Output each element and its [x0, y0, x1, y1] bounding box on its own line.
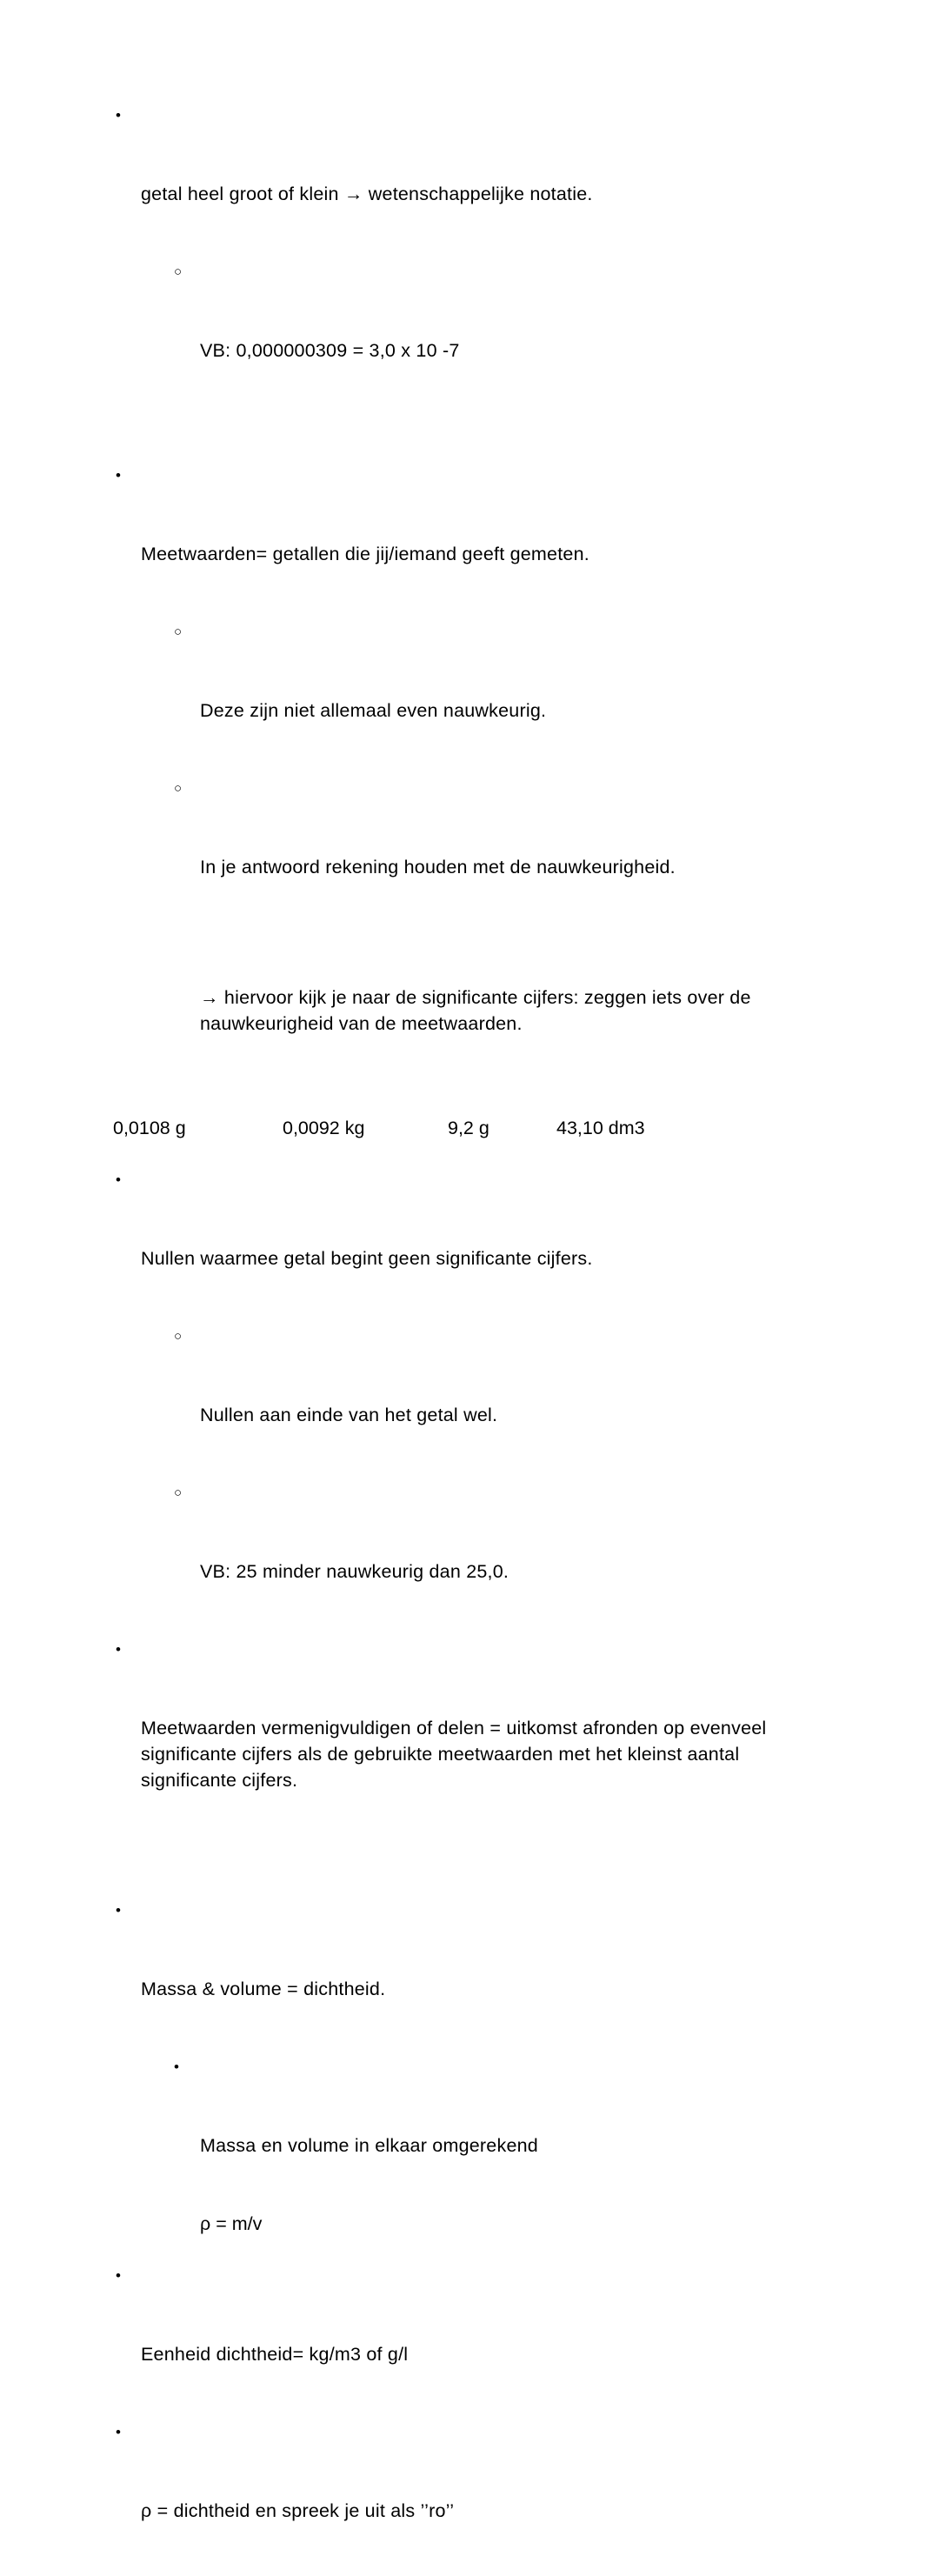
list-item-text: In je antwoord rekening houden met de nauwkeurigheid. [200, 857, 676, 878]
list-item [174, 2054, 800, 2211]
list-item-text: Nullen waarmee getal begint geen significante cijfers. [141, 1248, 593, 1269]
spacer [113, 1089, 800, 1115]
list-item [174, 259, 800, 416]
list-item-text: Meetwaarden= getallen die jij/iemand geeft gemeten. [141, 544, 589, 564]
list-item [174, 1324, 800, 1480]
list-item [113, 1637, 800, 1845]
list-item-text: VB: 25 minder nauwkeurig dan 25,0. [200, 1561, 509, 1582]
list-item [174, 619, 800, 776]
list-item [113, 463, 800, 619]
list-item-text: Meetwaarden vermenigvuldigen of delen = uitkomst afronden op evenveel significante cijfers als de gebruikte meetwaarden met het kleinst aantal significante cijfers. [141, 1718, 772, 1791]
section-eenheid [113, 2263, 800, 2576]
bullet-filled-icon: • [116, 1171, 122, 1188]
list-item [113, 2263, 800, 2419]
measurement-value: 9,2 g [448, 1118, 489, 1138]
bullet-filled-icon: • [116, 1902, 122, 1919]
bullet-hollow-icon: ○ [174, 781, 183, 796]
list-item [174, 1480, 800, 1637]
bullet-filled-icon: • [116, 2424, 122, 2440]
list-item-text: Eenheid dichtheid= kg/m3 of g/l [141, 2344, 409, 2365]
list-item-text: Massa & volume = dichtheid. [141, 1979, 386, 1999]
list-item [113, 1167, 800, 1324]
list-item-text: getal heel groot of klein → wetenschappelijke notatie. [141, 184, 593, 204]
list-item-text: Deze zijn niet allemaal even nauwkeurig. [200, 700, 547, 721]
notes-body [113, 103, 800, 2576]
section-dichtheid [113, 1898, 800, 2237]
list-item [113, 1898, 800, 2054]
measurement-value: 43,10 dm3 [556, 1118, 645, 1138]
list-item-text: Nullen aan einde van het getal wel. [200, 1405, 498, 1425]
list-item-text: Massa en volume in elkaar omgerekend [200, 2135, 538, 2156]
list-item-text: VB: 0,000000309 = 3,0 x 10 -7 [200, 340, 460, 361]
density-formula: ρ = m/v [200, 2213, 263, 2234]
bullet-hollow-icon: ○ [174, 624, 183, 639]
bullet-hollow-icon: ○ [174, 1485, 183, 1500]
section-meetwaarden [113, 463, 800, 1089]
list-item [174, 776, 800, 932]
list-item [113, 103, 800, 259]
spacer [113, 416, 800, 463]
bullet-hollow-icon: ○ [174, 1329, 183, 1344]
measurement-value: 0,0092 kg [283, 1118, 365, 1138]
list-item [113, 2419, 800, 2576]
bullet-filled-icon: • [116, 107, 122, 123]
section-nullen [113, 1167, 800, 1845]
bullet-filled-icon: • [174, 2059, 180, 2075]
measurement-value: 0,0108 g [113, 1118, 186, 1138]
section-scientific-notation [113, 103, 800, 416]
bullet-filled-icon: • [116, 2267, 122, 2284]
measurement-values-row [113, 1115, 800, 1141]
spacer [113, 2237, 800, 2263]
bullet-hollow-icon: ○ [174, 264, 183, 279]
list-item-text: ρ = dichtheid en spreek je uit als ’’ro’’ [141, 2500, 455, 2521]
list-item-text: → hiervoor kijk je naar de significante cijfers: zeggen iets over de nauwkeurigheid van de meetwaarden. [200, 987, 756, 1034]
bullet-filled-icon: • [116, 467, 122, 484]
spacer [113, 1141, 800, 1167]
list-item-continuation [200, 932, 800, 1089]
spacer [113, 1845, 800, 1898]
bullet-filled-icon: • [116, 1641, 122, 1658]
